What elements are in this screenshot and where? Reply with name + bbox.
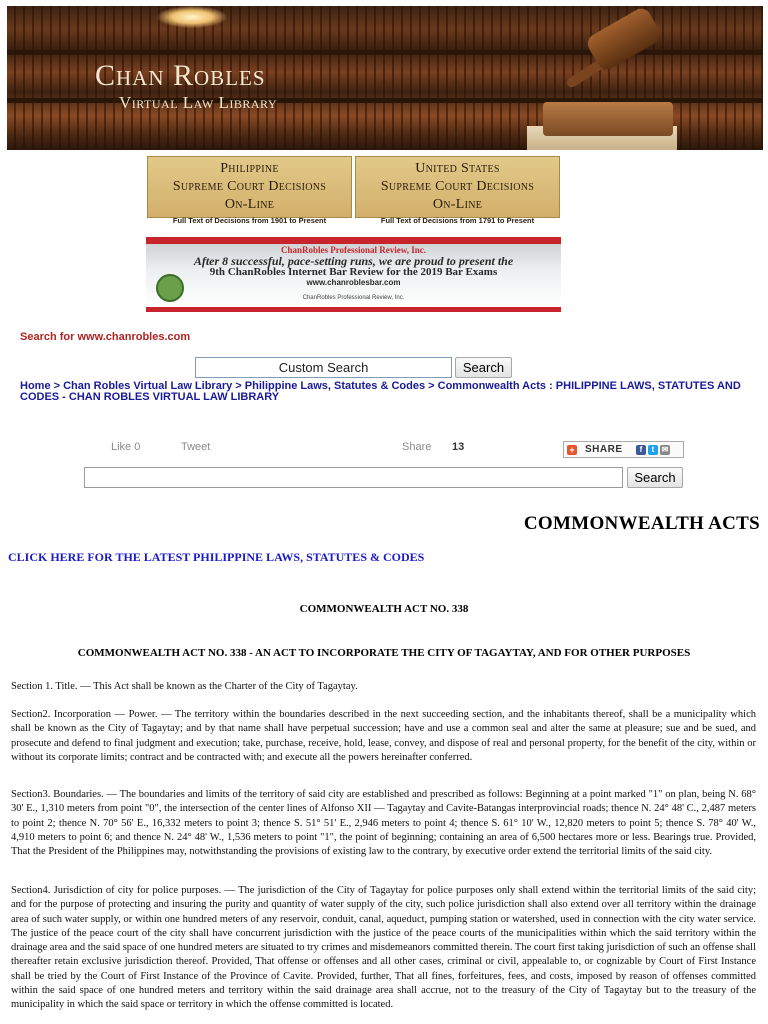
like-button[interactable]: Like 0 <box>111 441 141 453</box>
section-4-text: Section4. Jurisdiction of city for police purposes. — The jurisdiction of the City of Tagaytay for police purposes only shall extend within the territorial limits of the said city; and for the purpose of protecting and insuring the purity and quantity of water supply of the city, such police jurisdiction shall also extend over all territory within the drainage area of such water supply, or within one hundred meters of any reservoir, conduit, canal, aqueduct, pumping station or watershed, used in connection with the city water service. The justice of the peace court of the city shall have concurrent jurisdiction with the justice of the peace courts of the municipalities within which the said territory within the drainage area and the said space of one hundred meters are situated to try crimes and misdemeanors committed therein. The court first taking jurisdiction of such an offense shall thereafter retain exclusive jurisdiction thereof. Provided, That offense or offenses and all other cases, criminal or civil, appealable to, or cognizable by Court of First Instance shall be tried by the Court of First Instance of the Province of Cavite. Provided, further, That all fines, forfeitures, fees, and costs, imposed by reason of offenses committed within the said space of one hundred meters and territory within the said drainage area shall accrue, not to the treasury of the City of Tagaytay but to the treasury of the municipality in which the said space or territory in which the offense committed is located. <box>11 885 756 1011</box>
breadcrumb-separator: > <box>425 380 438 392</box>
section-2-text: Section2. Incorporation — Power. — The territory within the boundaries described in the next succeeding section, and the inhabitants thereof, shall be a municipality which shall be known as the City of Tagaytay; and by that name shall have perpetual succession; have and use a common seal and alter the same at pleasure; sue and be sued, and prosecute and defend to final judgment and execution; take, purchase, receive, hold, lease, convey, and dispose of real and personal property, for the benefit of the city, within or without its corporate limits; contract and be contracted with; and execute all the powers hereinafter conferred. <box>11 709 756 763</box>
lamp-graphic <box>157 6 227 28</box>
addthis-label: SHARE <box>585 444 623 455</box>
ad-subtext: Full Text of Decisions from 1791 to Present <box>380 216 535 225</box>
custom-search-input[interactable] <box>195 357 452 378</box>
facebook-icon[interactable]: f <box>636 445 646 455</box>
banner-shelf <box>7 50 763 55</box>
section-1-text: Section 1. Title. — This Act shall be known as the Charter of the City of Tagaytay. <box>11 681 358 692</box>
act-number-heading: COMMONWEALTH ACT NO. 338 <box>299 603 469 615</box>
search-label: Search for www.chanrobles.com <box>20 331 191 343</box>
ad-line: On-Line <box>224 197 275 212</box>
custom-search-button[interactable]: Search <box>455 357 512 378</box>
latest-laws-link[interactable]: CLICK HERE FOR THE LATEST PHILIPPINE LAWS, STATUTES & CODES <box>8 550 425 564</box>
share-count: 13 <box>452 441 465 453</box>
brand-tagline: Virtual Law Library <box>119 93 278 112</box>
breadcrumb <box>20 381 755 403</box>
page-title: COMMONWEALTH ACTS <box>523 513 760 534</box>
share-button[interactable]: Share <box>402 441 432 453</box>
breadcrumb-laws[interactable]: Philippine Laws, Statutes & Codes <box>244 380 426 392</box>
twitter-icon[interactable]: t <box>648 445 658 455</box>
ad-line: On-Line <box>432 197 483 212</box>
ad-line: ChanRobles Professional Review, Inc. <box>280 245 427 255</box>
ad-line: Supreme Court Decisions <box>380 179 535 194</box>
plus-icon: + <box>567 445 577 455</box>
ad-contact: E-mail: lmao@chanroblesbar.com | Website: www.chanroblesbar.com <box>276 302 431 308</box>
ad-line: Supreme Court Decisions <box>172 179 327 194</box>
breadcrumb-separator: > <box>50 380 64 392</box>
tweet-button[interactable]: Tweet <box>181 441 211 453</box>
addthis-share-button[interactable] <box>563 441 684 458</box>
site-search-button[interactable]: Search <box>627 467 683 488</box>
ad-line: After 8 successful, pace-setting runs, we are proud to present the <box>193 254 514 268</box>
breadcrumb-separator: > <box>232 380 245 392</box>
ad-url: www.chanroblesbar.com <box>306 278 401 287</box>
breadcrumb-commonwealth-acts[interactable]: Commonwealth Acts : PHILIPPINE LAWS, STATUTES AND CODES - CHAN ROBLES VIRTUAL LAW LIBRARY <box>20 380 741 403</box>
ph-supreme-court-ad[interactable] <box>147 156 352 225</box>
us-supreme-court-ad[interactable] <box>355 156 560 225</box>
email-icon[interactable]: ✉ <box>661 445 669 454</box>
brand-name: Chan Robles <box>95 59 266 92</box>
section-3-text: Section3. Boundaries. — The boundaries and limits of the territory of said city are established and prescribed as follows: Beginning at a point marked "1" on plan, being N. 68° 30' E., 1,310 meters from point "0", the intersection of the center lines of Alfonso XII — Tagaytay and Cavite-Batangas interprovincial roads; thence N. 24° 48' C., 2,487 meters to point 2; thence N. 70° 56' E., 16,332 meters to point 3; thence S. 51° 51' E., 2,946 meters to point 4; thence S. 61° 10' W., 12,820 meters to point 5; thence S. 78° 40' W., 4,910 meters to point 6; and thence N. 24° 48' W., 1,536 meters to point "1", the point of beginning; containing an area of 6,500 hectares more or less. Bearings true. Provided, That the President of the Philippines may, notwithstanding the provisions of existing law to the contrary, by executive order extend the territorial limits of the said city. <box>11 789 756 858</box>
ad-subtext: Full Text of Decisions from 1901 to Present <box>172 216 327 225</box>
act-title-heading: COMMONWEALTH ACT NO. 338 - AN ACT TO INCORPORATE THE CITY OF TAGAYTAY, AND FOR OTHER PURPOSES <box>77 647 691 659</box>
brand-logo <box>95 60 277 114</box>
site-search-input[interactable] <box>84 467 623 488</box>
bar-review-ad[interactable] <box>146 237 561 312</box>
ad-line: ChanRobles Professional Review, Inc. <box>302 295 405 301</box>
breadcrumb-home[interactable]: Home <box>20 380 51 392</box>
ad-line: 9th ChanRobles Internet Bar Review for the 2019 Bar Exams <box>209 266 498 278</box>
site-banner[interactable] <box>7 6 763 150</box>
ad-line: United States <box>415 161 500 176</box>
ad-line: Philippine <box>220 161 279 176</box>
breadcrumb-library[interactable]: Chan Robles Virtual Law Library <box>63 380 233 392</box>
gavel-block-graphic <box>543 102 673 136</box>
